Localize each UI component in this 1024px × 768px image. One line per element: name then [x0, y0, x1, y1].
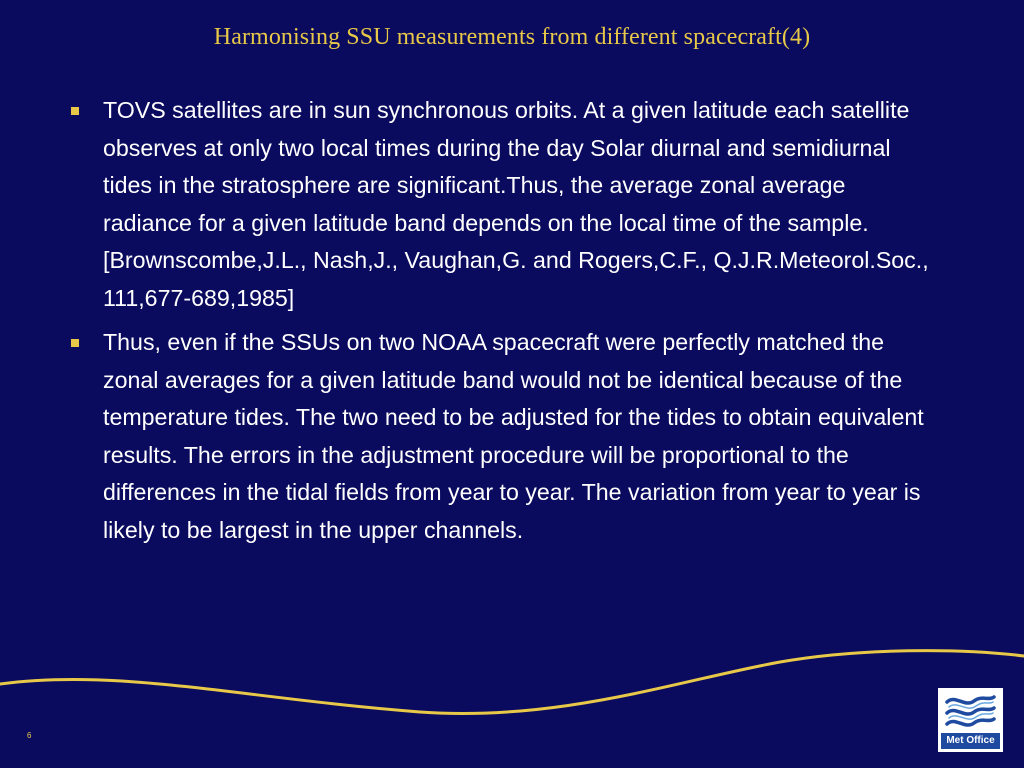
met-office-logo: [938, 688, 1003, 752]
bullet-text: Thus, even if the SSUs on two NOAA spacecraft were perfectly matched the zonal averages for a given latitude band would not be identical because of the temperature tides. The two need to be adjusted for the tides to obtain equivalent results. The errors in the adjustment procedure will be proportional to the differences in the tidal fields from year to year. The variation from year to year is likely to be largest in the upper channels.: [103, 329, 924, 543]
bullet-text: TOVS satellites are in sun synchronous orbits. At a given latitude each satellite observes at only two local times during the day Solar diurnal and semidiurnal tides in the stratosphere are significant.Thus, the average zonal average radiance for a given latitude band depends on the local time of the sample. [Brownscombe,J.L., Nash,J., Vaughan,G. and Rogers,C.F., Q.J.R.Meteorol.Soc., 111,677-689,1985]: [103, 97, 929, 311]
page-number: 6: [27, 731, 32, 740]
logo-text: Met Office: [941, 733, 1000, 749]
met-office-waves-icon: [941, 691, 1000, 733]
slide-title: Harmonising SSU measurements from different spacecraft(4): [213, 24, 811, 50]
